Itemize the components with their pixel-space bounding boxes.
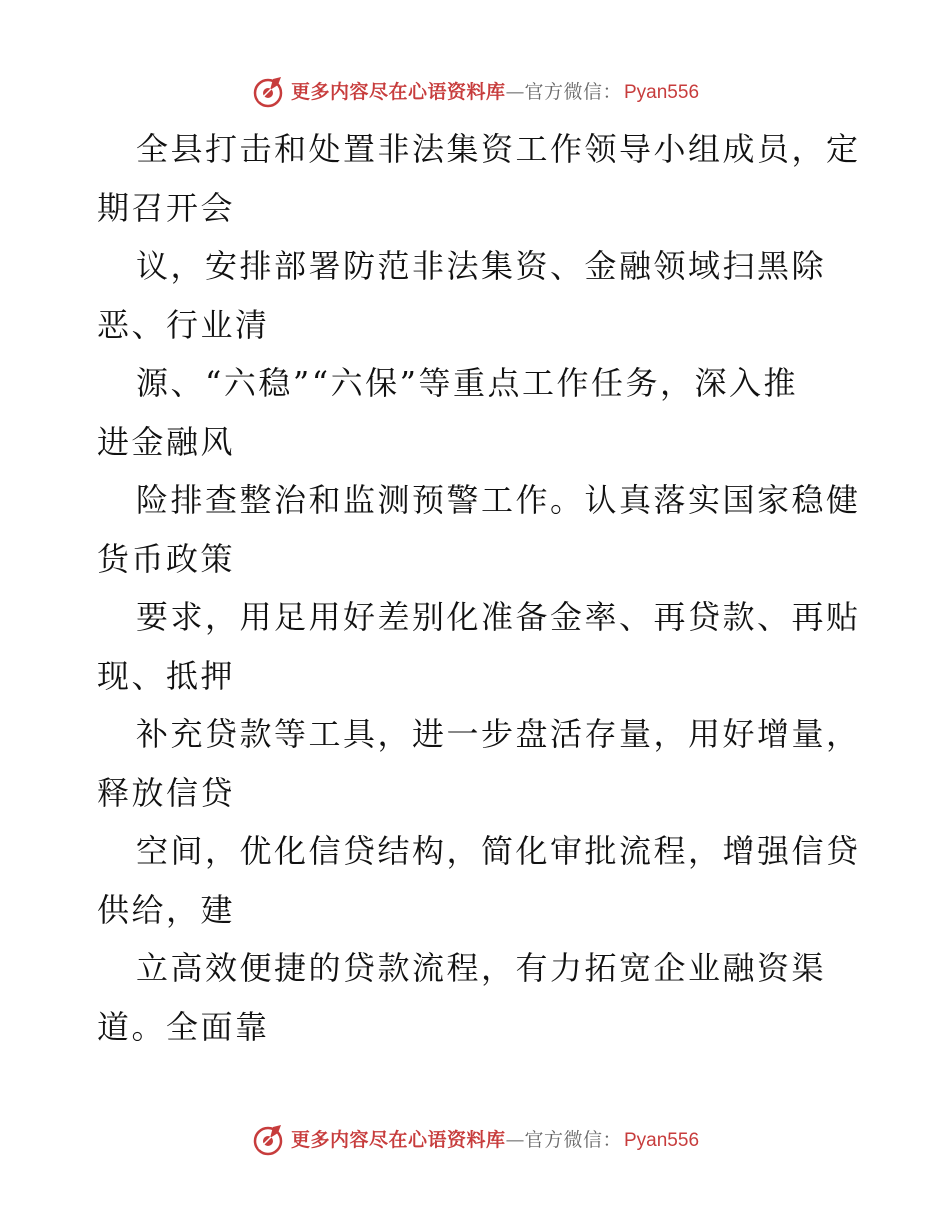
watermark-sub-text: 官方微信： — [524, 80, 622, 103]
header-watermark — [0, 72, 950, 112]
watermark-main-text: 更多内容尽在心语资料库 — [290, 1128, 506, 1151]
text-line: 要求，用足用好差别化准备金率、再贷款、再贴 — [136, 598, 861, 636]
watermark-dash: — — [505, 80, 525, 103]
text-line: 源、“六稳”“六保”等重点工作任务，深入推 — [136, 364, 798, 402]
text-line: 释放信贷 — [97, 773, 236, 812]
watermark-main-text: 更多内容尽在心语资料库 — [290, 80, 506, 103]
watermark-wechat-id: Pyan556 — [624, 1129, 700, 1151]
text-line: 供给，建 — [97, 890, 236, 929]
document-body — [97, 120, 861, 1056]
text-line: 道。全面靠 — [97, 1007, 270, 1046]
text-line: 恶、行业清 — [97, 305, 270, 344]
text-line: 货币政策 — [97, 539, 236, 578]
text-line: 全县打击和处置非法集资工作领导小组成员，定 — [136, 130, 861, 168]
text-line: 期召开会 — [97, 188, 236, 227]
text-line: 议，安排部署防范非法集资、金融领域扫黑除 — [136, 247, 827, 285]
footer-watermark — [0, 1120, 950, 1160]
text-line: 立高效便捷的贷款流程，有力拓宽企业融资渠 — [136, 949, 827, 987]
quill-logo-icon — [251, 75, 285, 109]
text-line: 进金融风 — [97, 422, 236, 461]
text-line: 补充贷款等工具，进一步盘活存量，用好增量， — [136, 715, 861, 753]
text-line: 现、抵押 — [97, 656, 236, 695]
quill-logo-icon — [251, 1123, 285, 1157]
text-line: 空间，优化信贷结构，简化审批流程，增强信贷 — [136, 832, 861, 870]
text-line: 险排查整治和监测预警工作。认真落实国家稳健 — [136, 481, 861, 519]
watermark-sub-text: 官方微信： — [524, 1128, 622, 1151]
watermark-dash: — — [505, 1128, 525, 1151]
watermark-wechat-id: Pyan556 — [624, 81, 700, 103]
